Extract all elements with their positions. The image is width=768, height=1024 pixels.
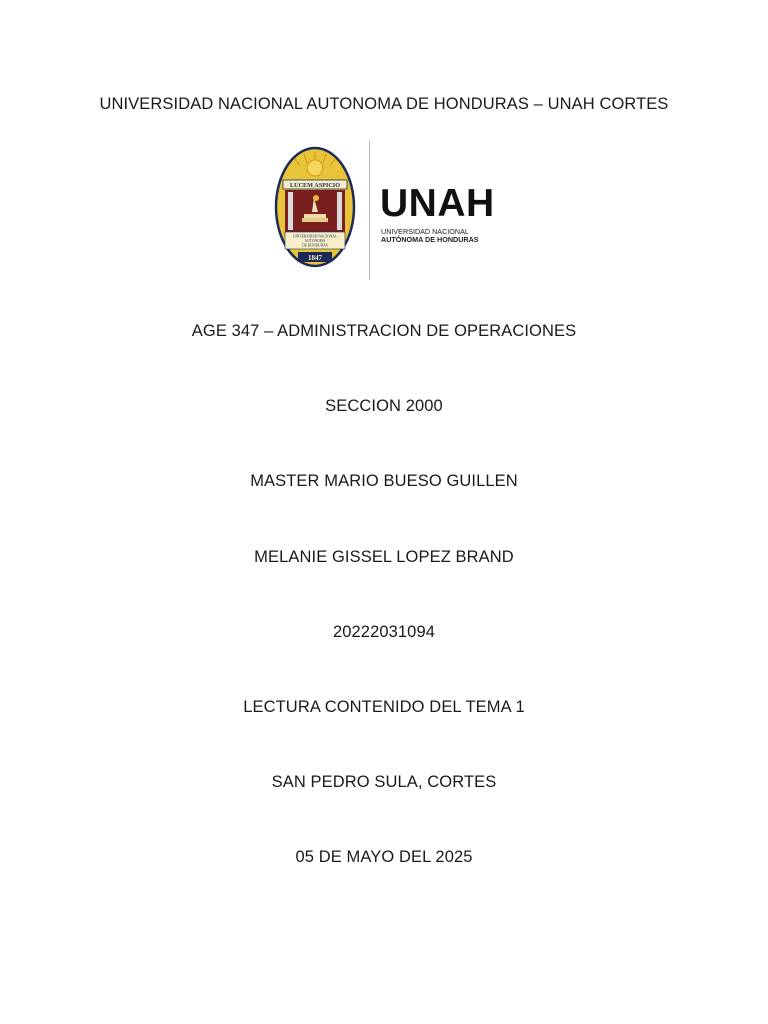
city: SAN PEDRO SULA, CORTES — [271, 773, 497, 791]
unah-subtitle-line1: UNIVERSIDAD NACIONAL — [381, 227, 469, 236]
seal-ribbon-line3: DE HONDURAS — [302, 243, 328, 248]
unah-wordmark: UNAH — [380, 182, 495, 225]
student-id: 20222031094 — [332, 623, 436, 641]
student-name: MELANIE GISSEL LOPEZ BRAND — [254, 548, 514, 566]
date: 05 DE MAYO DEL 2025 — [295, 848, 473, 866]
seal-ribbon-line1: UNIVERSIDAD NACIONAL — [292, 234, 338, 239]
seal-year: 1847 — [308, 254, 322, 262]
logo-divider — [369, 140, 370, 280]
assignment-title: LECTURA CONTENIDO DEL TEMA 1 — [243, 698, 525, 716]
seal-ribbon-line2: AUTONOMA — [304, 239, 326, 243]
unah-seal-icon — [274, 146, 356, 268]
unah-logo — [274, 140, 504, 282]
seal-banner-text: LUCEM ASPICIO — [289, 182, 341, 189]
university-title: UNIVERSIDAD NACIONAL AUTONOMA DE HONDURAS – UNAH CORTES — [99, 95, 669, 113]
section-number: SECCION 2000 — [325, 397, 443, 415]
unah-subtitle-line2: AUTÓNOMA DE HONDURAS — [381, 235, 479, 244]
course-title: AGE 347 – ADMINISTRACION DE OPERACIONES — [191, 322, 577, 340]
professor-name: MASTER MARIO BUESO GUILLEN — [250, 472, 518, 490]
